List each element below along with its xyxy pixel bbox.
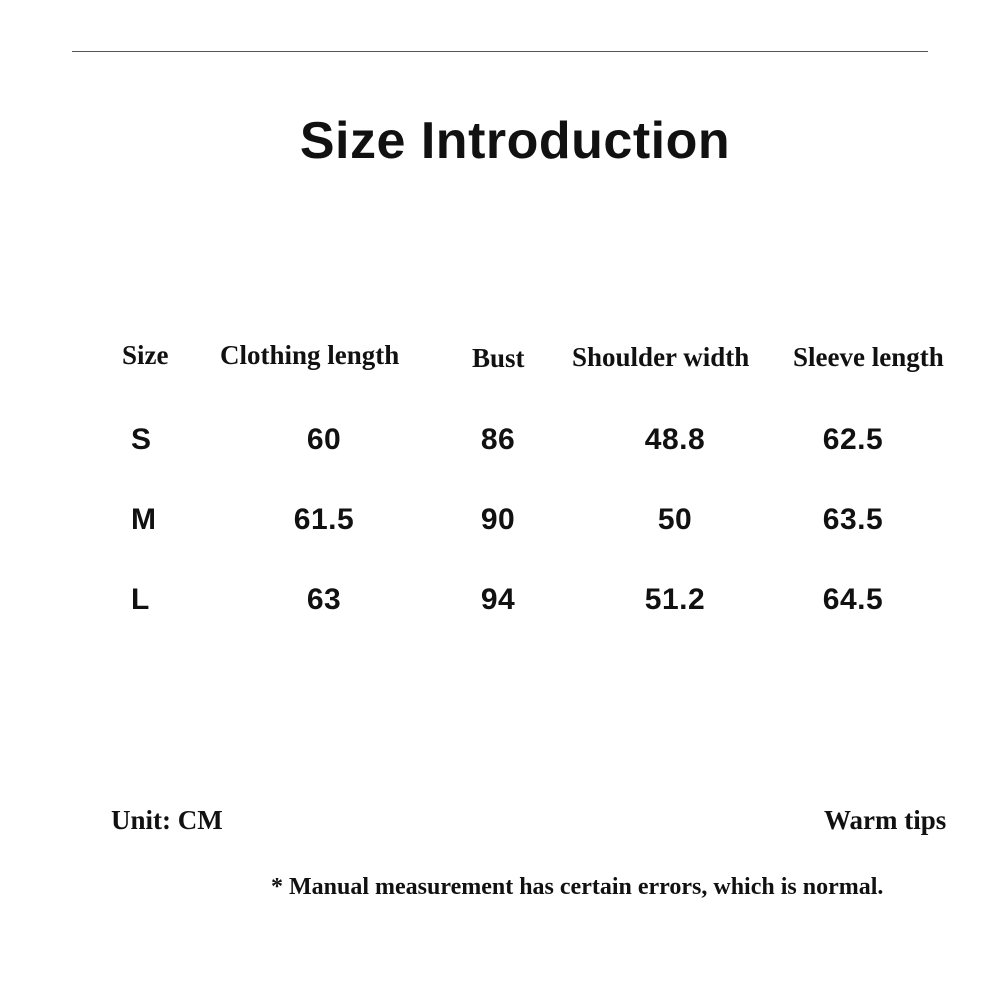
header-shoulder-width: Shoulder width xyxy=(572,342,750,372)
cell-bust: 94 xyxy=(480,583,516,616)
top-divider xyxy=(72,51,928,52)
cell-sleeve-length: 62.5 xyxy=(822,423,884,456)
cell-shoulder-width: 51.2 xyxy=(644,583,706,616)
header-clothing-length: Clothing length xyxy=(220,340,400,370)
page-title: Size Introduction xyxy=(299,112,731,170)
cell-clothing-length: 61.5 xyxy=(293,503,355,536)
unit-label: Unit: CM xyxy=(111,805,223,835)
cell-clothing-length: 63 xyxy=(306,583,342,616)
cell-sleeve-length: 64.5 xyxy=(822,583,884,616)
cell-sleeve-length: 63.5 xyxy=(822,503,884,536)
cell-size: M xyxy=(131,503,157,536)
cell-shoulder-width: 50 xyxy=(657,503,693,536)
header-bust: Bust xyxy=(472,343,525,373)
cell-size: S xyxy=(131,423,152,456)
cell-clothing-length: 60 xyxy=(306,423,342,456)
cell-bust: 86 xyxy=(480,423,516,456)
warm-tips-note: * Manual measurement has certain errors, which is normal. xyxy=(271,874,884,900)
cell-shoulder-width: 48.8 xyxy=(644,423,706,456)
warm-tips-title: Warm tips xyxy=(824,805,947,835)
header-size: Size xyxy=(122,340,169,370)
cell-size: L xyxy=(131,583,150,616)
header-sleeve-length: Sleeve length xyxy=(793,342,944,372)
cell-bust: 90 xyxy=(480,503,516,536)
